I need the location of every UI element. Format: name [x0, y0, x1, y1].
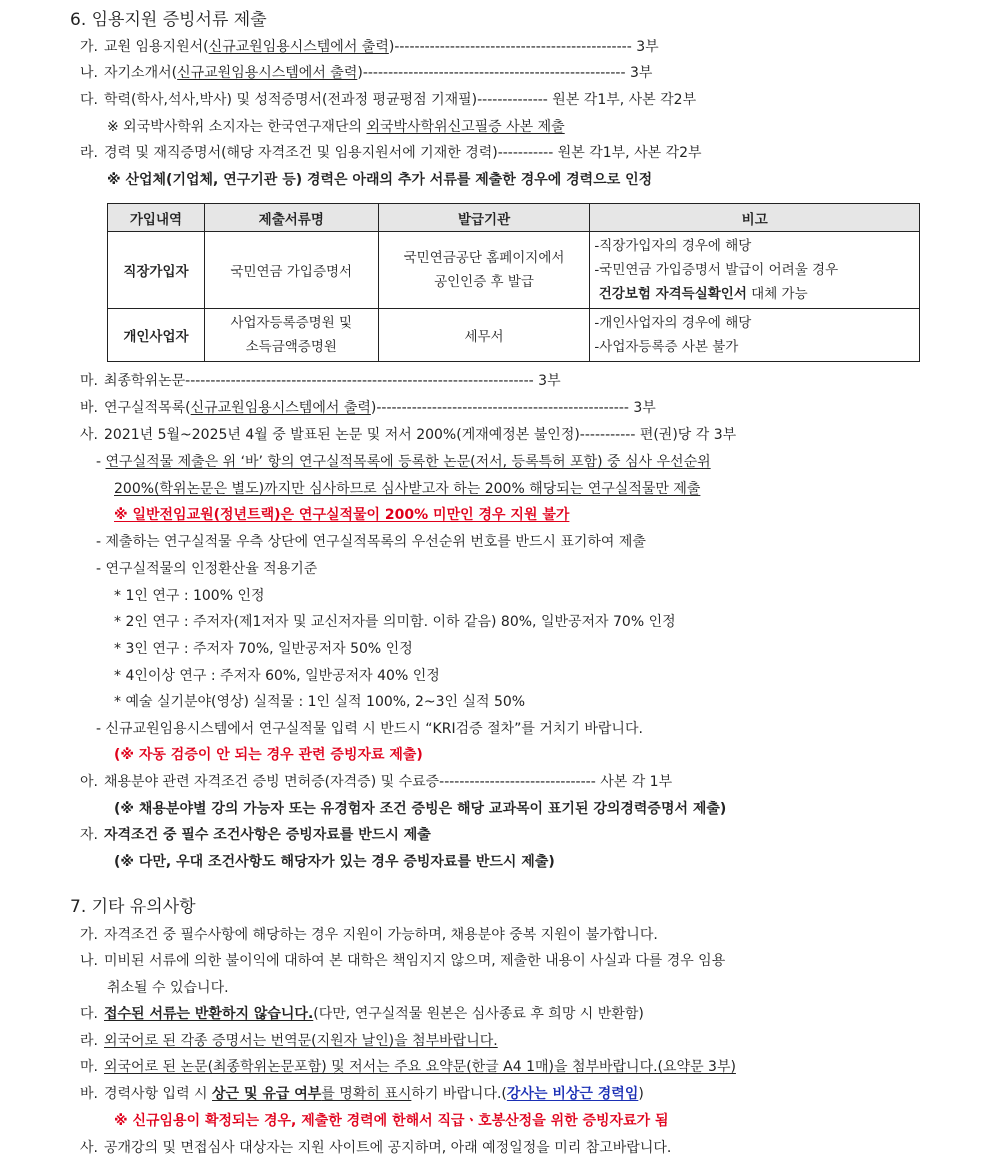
- table-cell: 세무서: [378, 309, 590, 362]
- table-row: [108, 232, 920, 309]
- table-cell: 사업자등록증명원 및 소득금액증명원: [204, 309, 378, 362]
- item-7-ga: 가. 자격조건 중 필수사항에 해당하는 경우 지원이 가능하며, 채용분야 중복 지원이 불가합니다.: [80, 927, 658, 943]
- item-6-ja: 자. 자격조건 중 필수 조건사항은 증빙자료를 반드시 제출: [80, 827, 431, 843]
- item-6-sa-bullet-4: - 신규교원임용시스템에서 연구실적물 입력 시 반드시 “KRI검증 절차”를 거치기 바랍니다.: [96, 721, 643, 737]
- item-6-sa-bullet-2: - 제출하는 연구실적물 우측 상단에 연구실적목록의 우선순위 번호를 반드시 표기하여 제출: [96, 534, 646, 550]
- item-6-na: 나. 자기소개서(신규교원임용시스템에서 출력)---------------------------------------------------- 3부: [80, 65, 653, 81]
- item-7-na: 나. 미비된 서류에 의한 불이익에 대하여 본 대학은 책임지지 않으며, 제출한 내용이 사실과 다를 경우 임용: [80, 953, 726, 969]
- table-header: 비고: [590, 204, 920, 232]
- table-header-row: [108, 204, 920, 232]
- item-6-da-note: ※ 외국박사학위 소지자는 한국연구재단의 외국박사학위신고필증 사본 제출: [107, 119, 565, 135]
- section-7-title: 7. 기타 유의사항: [70, 897, 196, 917]
- section-6-title: 6. 임용지원 증빙서류 제출: [70, 10, 267, 30]
- table-row: [108, 309, 920, 362]
- item-6-sa-sub-3: * 3인 연구 : 주저자 70%, 일반공저자 50% 인정: [114, 641, 413, 657]
- item-6-ba: 바. 연구실적목록(신규교원임용시스템에서 출력)-------------------------------------------------- 3부: [80, 400, 656, 416]
- table-cell: 국민연금공단 홈페이지에서 공인인증 후 발급: [378, 232, 590, 309]
- item-6-ra: 라. 경력 및 재직증명서(해당 자격조건 및 임용지원서에 기재한 경력)----------- 원본 각1부, 사본 각2부: [80, 145, 702, 161]
- table-cell: -개인사업자의 경우에 해당 -사업자등록증 사본 불가: [590, 309, 920, 362]
- item-7-ba: 바. 경력사항 입력 시 상근 및 유급 여부를 명확히 표시하기 바랍니다.(강사는 비상근 경력임): [80, 1086, 644, 1102]
- item-6-sa-sub-1: * 1인 연구 : 100% 인정: [114, 588, 265, 604]
- item-7-sa: 사. 공개강의 및 면접심사 대상자는 지원 사이트에 공지하며, 아래 예정일정을 미리 참고바랍니다.: [80, 1140, 672, 1156]
- item-6-aa-note: (※ 채용분야별 강의 가능자 또는 유경험자 조건 증빙은 해당 교과목이 표기된 강의경력증명서 제출): [114, 801, 727, 817]
- table-header: 발급기관: [378, 204, 590, 232]
- table-cell: 직장가입자: [108, 232, 205, 309]
- item-6-sa-bullet-3: - 연구실적물의 인정환산율 적용기준: [96, 561, 318, 577]
- table-cell: 국민연금 가입증명서: [204, 232, 378, 309]
- item-7-na-cont: 취소될 수 있습니다.: [107, 980, 229, 996]
- item-7-ba-warning: ※ 신규임용이 확정되는 경우, 제출한 경력에 한해서 직급ㆍ호봉산정을 위한 증빙자료가 됨: [114, 1113, 669, 1129]
- item-7-ma: 마. 외국어로 된 논문(최종학위논문포함) 및 저서는 주요 요약문(한글 A4 1매)을 첨부바랍니다.(요약문 3부): [80, 1059, 736, 1075]
- table-cell: -직장가입자의 경우에 해당 -국민연금 가입증명서 발급이 어려울 경우 건강보험 자격득실확인서 대체 가능: [590, 232, 920, 309]
- item-6-sa-bullet-1-cont: 200%(학위논문은 별도)까지만 심사하므로 심사받고자 하는 200% 해당되는 연구실적물만 제출: [114, 481, 701, 497]
- item-7-ra: 라. 외국어로 된 각종 증명서는 번역문(지원자 날인)을 첨부바랍니다.: [80, 1033, 498, 1049]
- table-header: 제출서류명: [204, 204, 378, 232]
- item-6-da: 다. 학력(학사,석사,박사) 및 성적증명서(전과정 평균평점 기재필)-------------- 원본 각1부, 사본 각2부: [80, 92, 697, 108]
- item-6-ja-note: (※ 다만, 우대 조건사항도 해당자가 있는 경우 증빙자료를 반드시 제출): [114, 854, 555, 870]
- item-6-ma: 마. 최종학위논문--------------------------------------------------------------------- 3부: [80, 373, 561, 389]
- item-6-aa: 아. 채용분야 관련 자격조건 증빙 면허증(자격증) 및 수료증------------------------------- 사본 각 1부: [80, 774, 673, 790]
- item-6-sa-sub-5: * 예술 실기분야(영상) 실적물 : 1인 실적 100%, 2~3인 실적 50%: [114, 694, 526, 710]
- table-cell: 개인사업자: [108, 309, 205, 362]
- item-6-sa: 사. 2021년 5월~2025년 4월 중 발표된 논문 및 저서 200%(게재예정본 불인정)----------- 편(권)당 각 3부: [80, 427, 737, 443]
- item-6-ga: 가. 교원 임용지원서(신규교원임용시스템에서 출력)----------------------------------------------- 3부: [80, 39, 659, 55]
- item-6-sa-warning: ※ 일반전임교원(정년트랙)은 연구실적물이 200% 미만인 경우 지원 불가: [114, 507, 570, 523]
- career-documents-table: [107, 203, 920, 362]
- item-6-sa-sub-4: * 4인이상 연구 : 주저자 60%, 일반공저자 40% 인정: [114, 668, 440, 684]
- item-7-da: 다. 접수된 서류는 반환하지 않습니다.(다만, 연구실적물 원본은 심사종료 후 희망 시 반환함): [80, 1006, 644, 1022]
- table-header: 가입내역: [108, 204, 205, 232]
- item-6-ra-note: ※ 산업체(기업체, 연구기관 등) 경력은 아래의 추가 서류를 제출한 경우에 경력으로 인정: [107, 172, 653, 188]
- item-6-sa-warning-2: (※ 자동 검증이 안 되는 경우 관련 증빙자료 제출): [114, 747, 423, 763]
- item-6-sa-sub-2: * 2인 연구 : 주저자(제1저자 및 교신저자를 의미함. 이하 같음) 80%, 일반공저자 70% 인정: [114, 614, 676, 630]
- item-6-sa-bullet-1: - 연구실적물 제출은 위 ‘바’ 항의 연구실적목록에 등록한 논문(저서, 등록특허 포함) 중 심사 우선순위: [96, 454, 711, 470]
